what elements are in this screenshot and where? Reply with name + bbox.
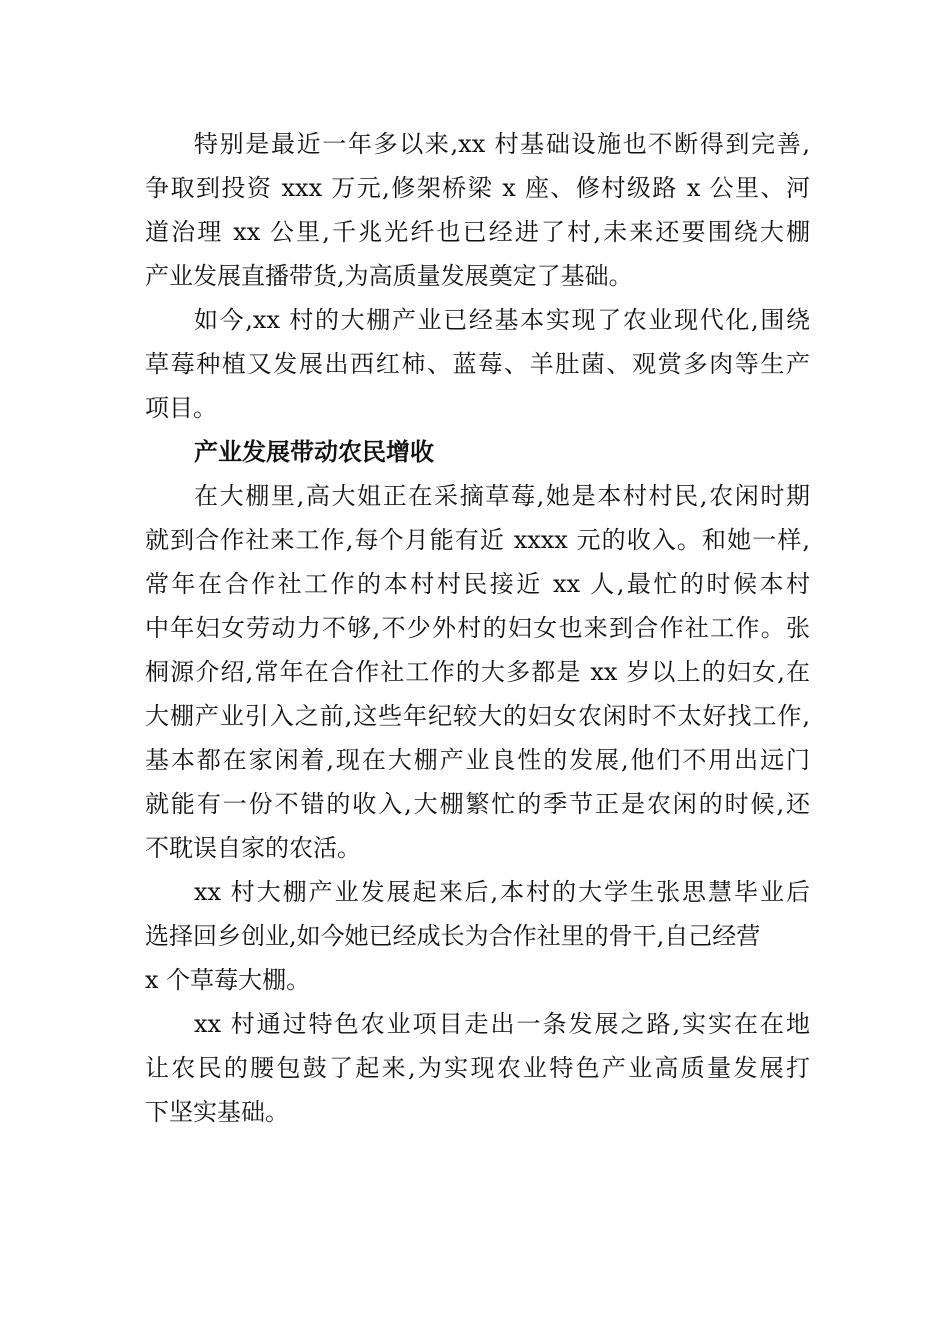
paragraph-line: 桐源介绍,常年在合作社工作的大多都是 xx 岁以上的妇女,在: [145, 658, 810, 686]
paragraph-line: 常年在合作社工作的本村村民接近 xx 人,最忙的时候本村: [145, 570, 810, 598]
paragraph-line: x 个草莓大棚。: [145, 966, 311, 994]
paragraph-line: 特别是最近一年多以来,xx 村基础设施也不断得到完善,: [194, 130, 810, 158]
document-body: [145, 122, 810, 1134]
paragraph-line: xx 村大棚产业发展起来后,本村的大学生张思慧毕业后: [194, 878, 810, 906]
section-heading-text: 产业发展带动农民增收: [194, 437, 434, 466]
paragraph-line: 选择回乡创业,如今她已经成长为合作社里的骨干,自己经营: [145, 922, 761, 950]
paragraph-infrastructure: [145, 122, 810, 298]
section-heading: [145, 430, 810, 474]
paragraph-line: 下坚实基础。: [145, 1098, 289, 1126]
paragraph-line: 大棚产业引入之前,这些年纪较大的妇女农闲时不太好找工作,: [145, 702, 810, 730]
paragraph-employment: [145, 474, 810, 870]
paragraph-line: 让农民的腰包鼓了起来,为实现农业特色产业高质量发展打: [145, 1054, 810, 1082]
paragraph-line: 不耽误自家的农活。: [145, 834, 361, 862]
paragraph-line: 如今,xx 村的大棚产业已经基本实现了农业现代化,围绕: [194, 306, 810, 334]
paragraph-line: 争取到投资 xxx 万元,修架桥梁 x 座、修村级路 x 公里、河: [145, 174, 810, 202]
paragraph-line: xx 村通过特色农业项目走出一条发展之路,实实在在地: [194, 1010, 810, 1038]
paragraph-line: 产业发展直播带货,为高质量发展奠定了基础。: [145, 262, 633, 290]
paragraph-line: 基本都在家闲着,现在大棚产业良性的发展,他们不用出远门: [145, 746, 810, 774]
paragraph-line: 草莓种植又发展出西红柿、蓝莓、羊肚菌、观赏多肉等生产: [145, 350, 810, 378]
paragraph-returning-graduate: [145, 870, 810, 1002]
paragraph-line: 道治理 xx 公里,千兆光纤也已经进了村,未来还要围绕大棚: [145, 218, 810, 246]
paragraph-line: 中年妇女劳动力不够,不少外村的妇女也来到合作社工作。张: [145, 614, 810, 642]
paragraph-line: 就到合作社来工作,每个月能有近 xxxx 元的收入。和她一样,: [145, 526, 810, 554]
paragraph-line: 在大棚里,高大姐正在采摘草莓,她是本村村民,农闲时期: [194, 482, 810, 510]
paragraph-line: 就能有一份不错的收入,大棚繁忙的季节正是农闲的时候,还: [145, 790, 810, 818]
paragraph-conclusion: [145, 1002, 810, 1134]
paragraph-modernization: [145, 298, 810, 430]
paragraph-line: 项目。: [145, 394, 217, 422]
